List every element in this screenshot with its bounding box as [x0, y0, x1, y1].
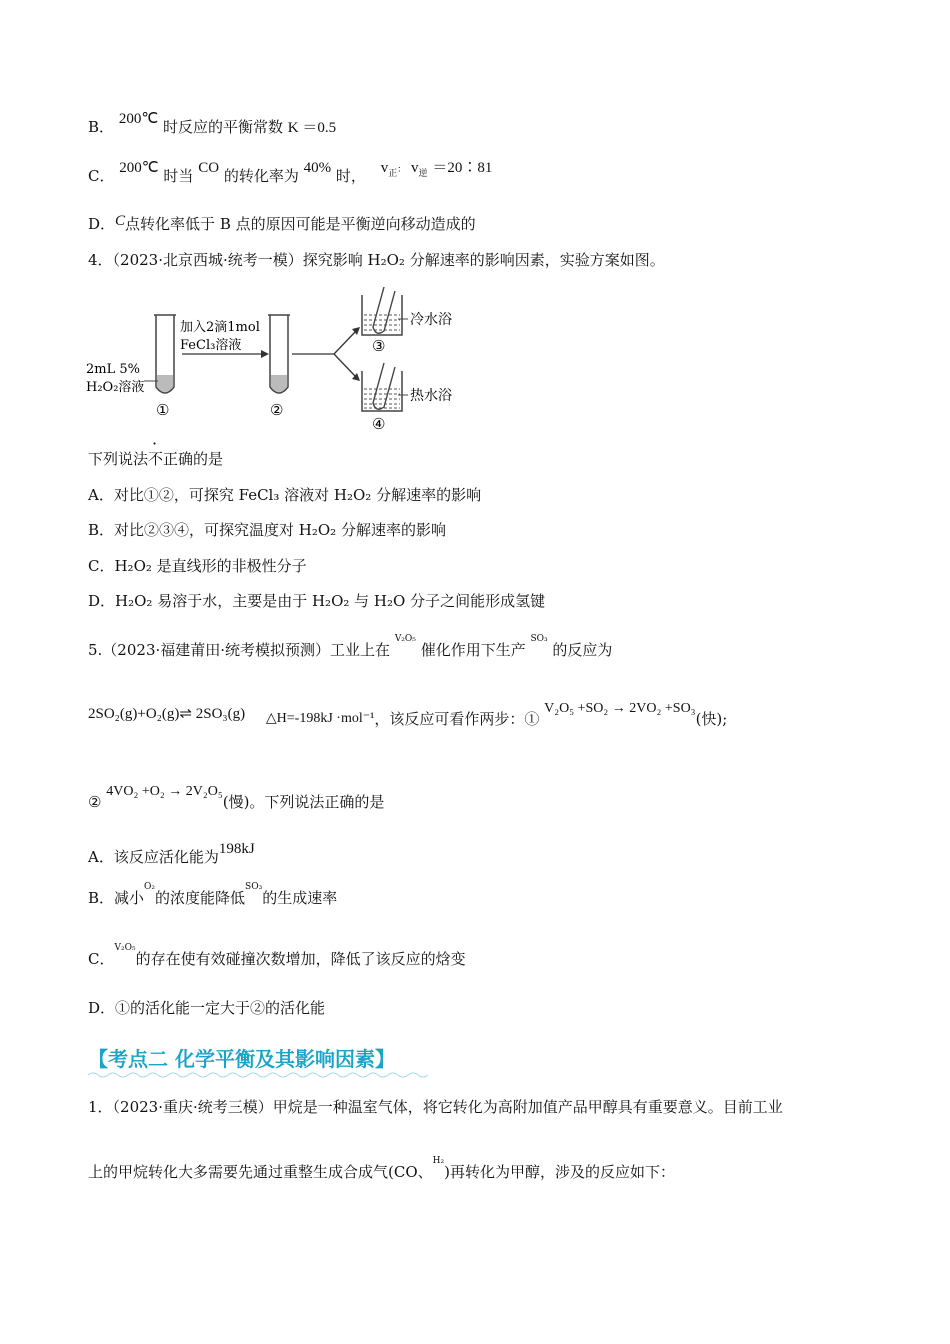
q5-option-a — [88, 841, 255, 868]
formula-co: CO — [198, 160, 220, 176]
q4-question — [88, 449, 223, 469]
step-marker: ② — [88, 793, 102, 811]
option-text: B．减小 — [88, 889, 145, 907]
step1-equation: V₂O₅ +SO₂ → 2VO₂ +SO₃ — [544, 701, 696, 716]
question-text: 下列说法 — [88, 450, 149, 468]
formula-v2o5: V₂O₅ — [114, 943, 136, 953]
emphasis-text: 不正确 — [148, 450, 194, 468]
q3-option-d — [88, 214, 476, 235]
velocity-ratio: ＝20∶81 — [432, 160, 493, 176]
option-text: 的生成速率 — [262, 889, 338, 907]
formula-so3: SO₃ — [245, 882, 263, 892]
option-text: 时， — [335, 167, 366, 185]
option-prefix: D． — [88, 215, 116, 233]
option-text: A．该反应活化能为 — [88, 848, 219, 866]
option-text: 的转化率为 — [223, 167, 299, 185]
option-prefix: C． — [88, 167, 115, 185]
velocity-symbol: v — [380, 160, 389, 176]
hot-bath-label: 热水浴 — [410, 388, 452, 404]
test-tube-2 — [268, 315, 290, 393]
step2-equation: 4VO₂ +O₂ → 2V₂O₅ — [106, 784, 223, 799]
reagent-name-label: H₂O₂溶液 — [86, 380, 145, 395]
tube-label-1: ① — [156, 401, 170, 419]
main-equation: 2SO₂(g)+O₂(g)⇌ 2SO₃(g) — [88, 706, 246, 722]
beaker-cold — [362, 287, 402, 335]
equation-text: ，该反应可看作两步：① — [374, 710, 540, 728]
formula-h2: H₂ — [432, 1156, 445, 1166]
option-text: 的存在使有效碰撞次数增加，降低了该反应的焓变 — [135, 950, 466, 968]
temperature: 200℃ — [119, 160, 159, 176]
cold-bath-label: 冷水浴 — [410, 312, 452, 328]
add-arrow-head — [261, 350, 269, 358]
velocity-symbol: v — [411, 160, 419, 176]
q1-stem-line2 — [88, 1156, 675, 1185]
question-text: 的是 — [193, 450, 224, 468]
beaker-hot — [362, 363, 402, 411]
activation-energy: 198kJ — [218, 841, 255, 857]
heading-underline-wave — [88, 1071, 433, 1079]
reagent-add-label: 加入2滴1mol — [180, 320, 260, 335]
q4-option-c: C．H₂O₂ 是直线形的非极性分子 — [88, 557, 307, 575]
q4-option-d: D．H₂O₂ 易溶于水，主要是由于 H₂O₂ 与 H₂O 分子之间能形成氢键 — [88, 592, 546, 610]
q5-equation-line — [88, 701, 728, 731]
stem-text: 的反应为 — [552, 641, 613, 659]
q5-step2-line — [88, 784, 385, 814]
formula-so3: SO₃ — [530, 634, 548, 644]
velocity-subscript: 逆 — [418, 169, 428, 179]
formula-o2: O₂ — [144, 882, 156, 892]
reagent-add-label-2: FeCl₃溶液 — [180, 338, 242, 353]
q1-stem-line1: 1．（2023·重庆·统考三模）甲烷是一种温室气体，将它转化为高附加值产品甲醇具有重要意义。目前工业 — [88, 1098, 783, 1116]
option-text: 时当 — [163, 167, 194, 185]
enthalpy-change: △H=-198kJ ·mol⁻¹ — [265, 711, 375, 726]
colon: ： — [397, 165, 407, 175]
option-prefix: B． — [88, 118, 115, 136]
tube-label-3: ③ — [372, 337, 386, 355]
q5-option-b — [88, 882, 338, 911]
stem-text: )再转化为甲醇，涉及的反应如下： — [444, 1163, 675, 1181]
point-label: C — [115, 213, 126, 229]
q4-stem: 4．（2023·北京西城·统考一模）探究影响 H₂O₂ 分解速率的影响因素，实验方案如图。 — [88, 251, 665, 269]
experiment-diagram — [86, 287, 476, 437]
branch-down — [334, 354, 356, 377]
step2-text: (慢)。下列说法正确的是 — [222, 793, 385, 811]
branch-up — [334, 331, 356, 354]
tube-label-2: ② — [270, 401, 284, 419]
formula-v2o5: V₂O₅ — [394, 634, 416, 644]
option-text: 的浓度能降低 — [155, 889, 246, 907]
stem-text: 5.（2023·福建莆田·统考模拟预测）工业上在 — [88, 641, 391, 659]
q5-option-d: D．①的活化能一定大于②的活化能 — [88, 999, 326, 1017]
section-heading: 【考点二 化学平衡及其影响因素】 — [88, 1047, 395, 1071]
reagent-volume-label: 2mL 5% — [86, 362, 140, 377]
tube-label-4: ④ — [372, 415, 386, 433]
q5-option-c — [88, 943, 466, 972]
option-text: 点转化率低于 B 点的原因可能是平衡逆向移动造成的 — [125, 215, 476, 233]
equilibrium-constant: K ＝0.5 — [287, 120, 337, 136]
option-text: 时反应的平衡常数 — [162, 118, 283, 136]
stem-text: 上的甲烷转化大多需要先通过重整生成合成气(CO、 — [88, 1163, 433, 1181]
conversion-percent: 40% — [303, 160, 332, 176]
velocity-subscript: 正 — [388, 169, 398, 179]
step1-speed: (快); — [695, 710, 728, 728]
q3-option-b — [88, 111, 337, 138]
q4-option-a: A．对比①②，可探究 FeCl₃ 溶液对 H₂O₂ 分解速率的影响 — [88, 486, 482, 504]
stem-text: 催化作用下生产 — [420, 641, 526, 659]
q3-option-c — [88, 160, 493, 189]
option-prefix: C． — [88, 950, 115, 968]
q5-stem — [88, 634, 613, 663]
temperature: 200℃ — [118, 111, 159, 127]
q4-option-b: B．对比②③④，可探究温度对 H₂O₂ 分解速率的影响 — [88, 521, 446, 539]
